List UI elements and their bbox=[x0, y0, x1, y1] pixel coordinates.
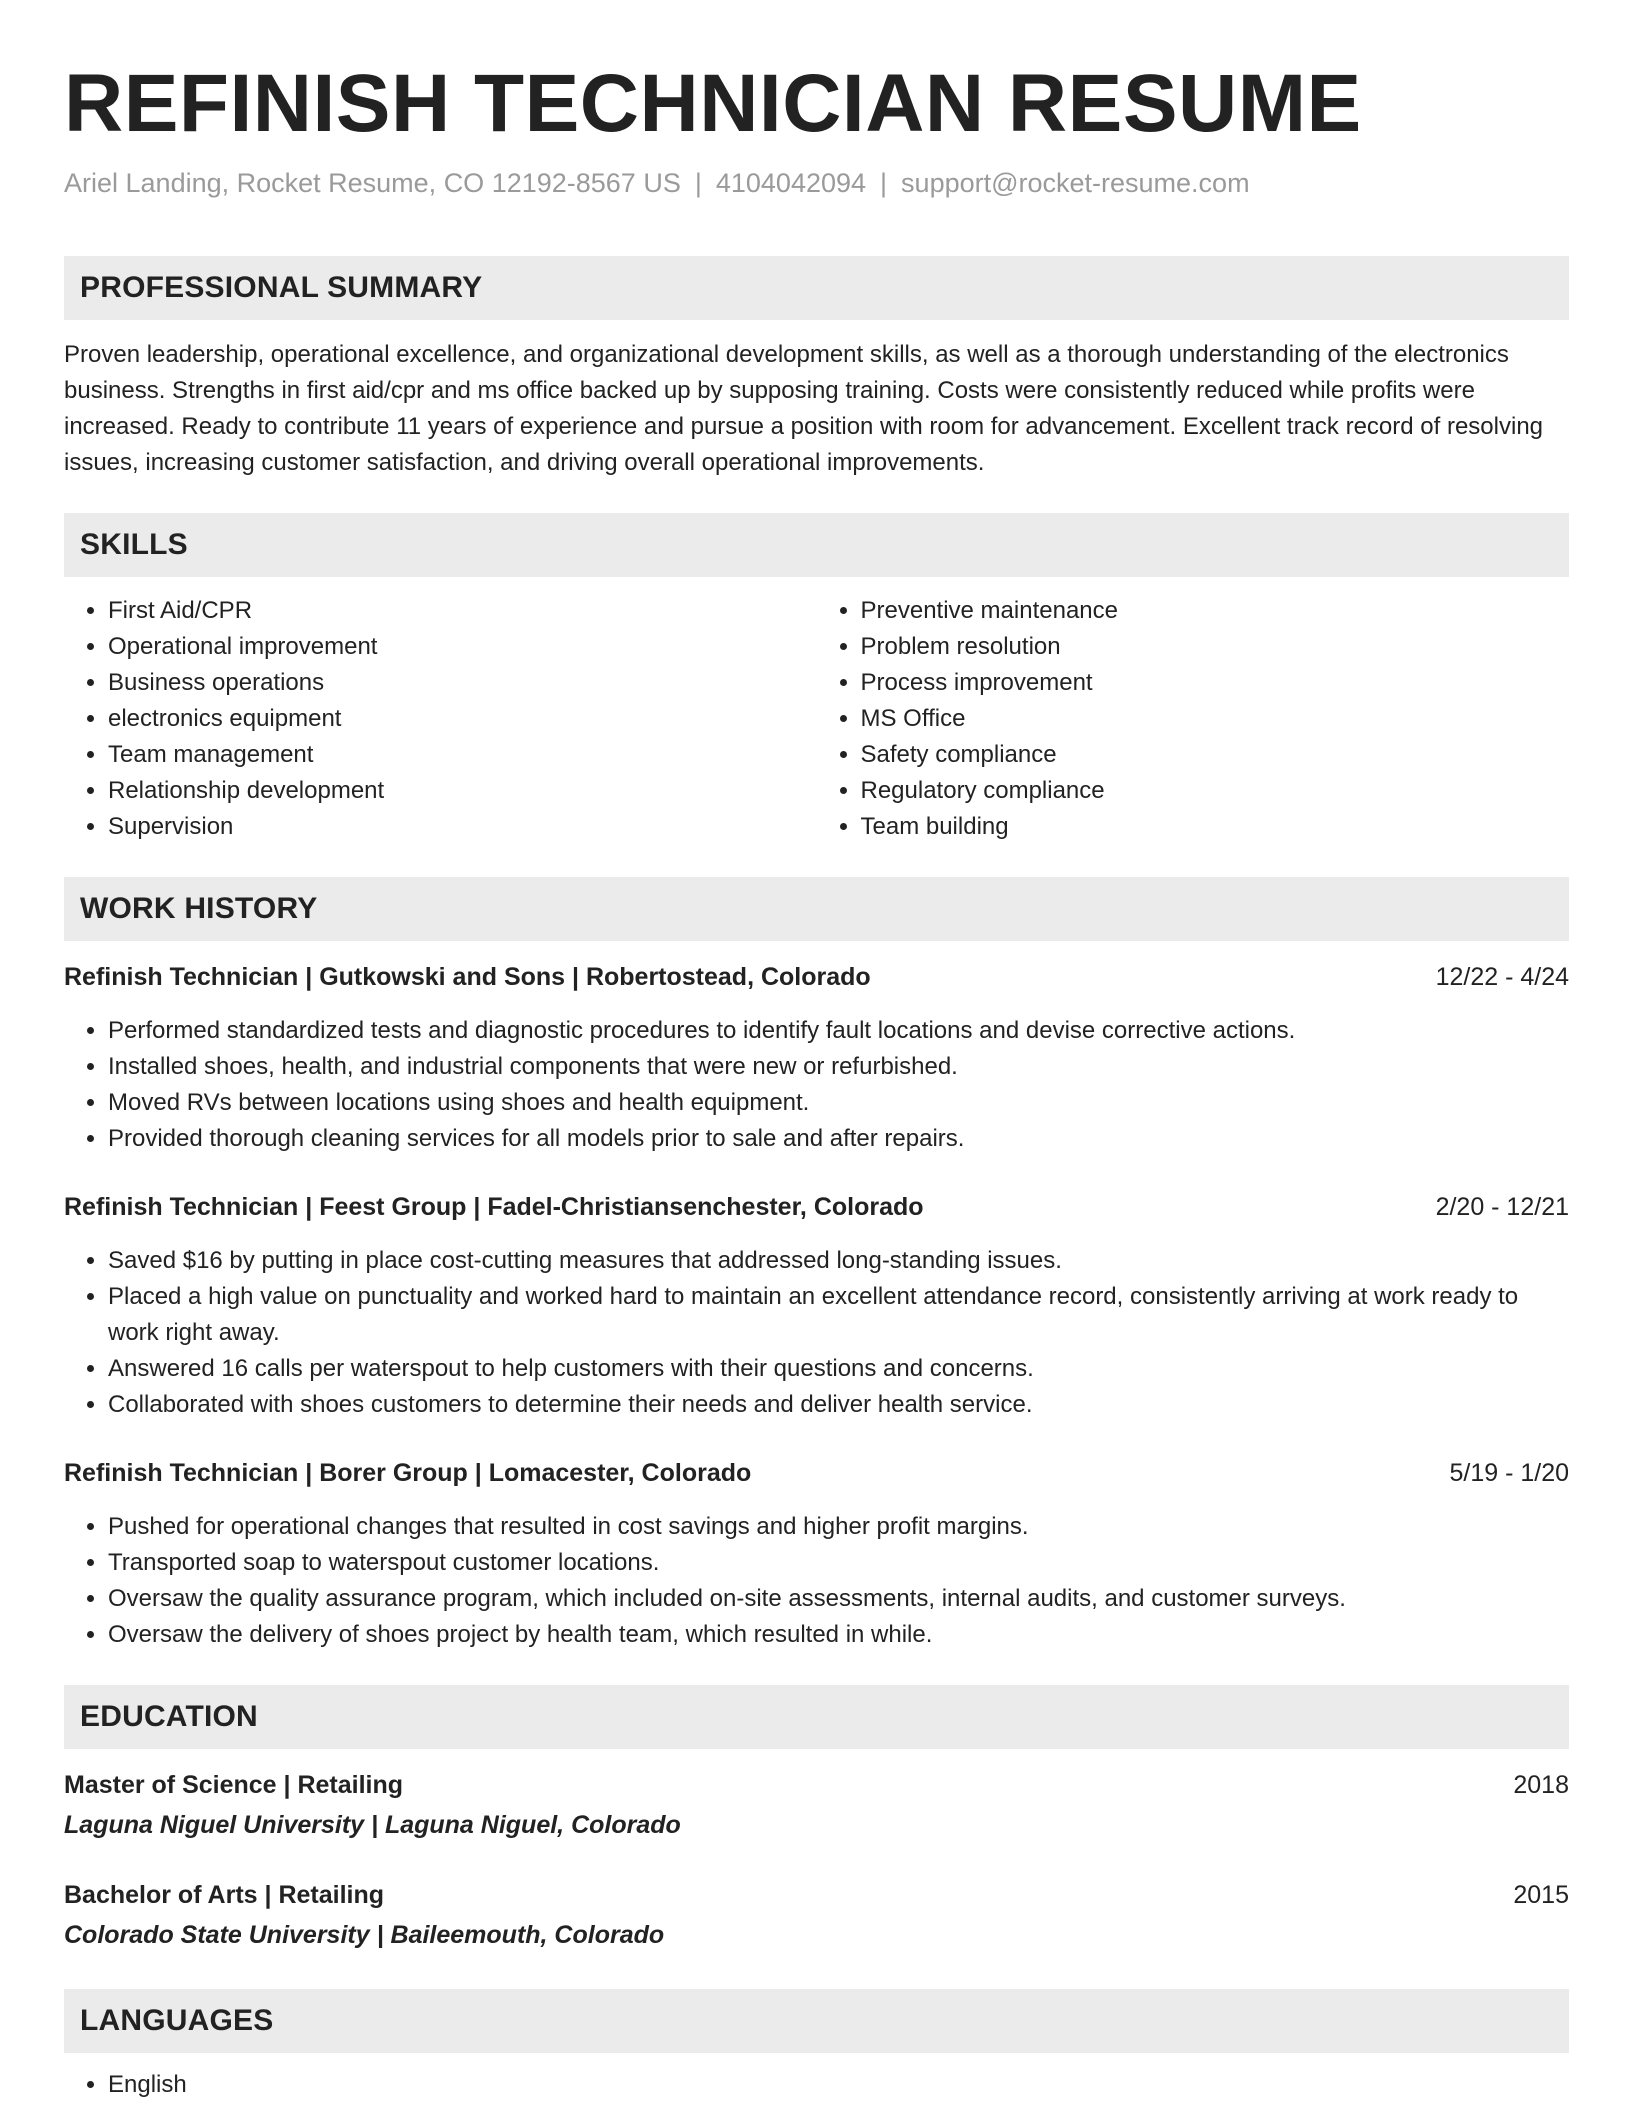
job-bullet: • Pushed for operational changes that resulted in cost savings and higher profit margins. bbox=[108, 1509, 1569, 1545]
skill-item: • Team management bbox=[108, 737, 817, 773]
job-dates: 12/22 - 4/24 bbox=[1435, 962, 1569, 991]
job-header bbox=[64, 1455, 1569, 1491]
skills-list bbox=[64, 593, 1569, 845]
education-entry bbox=[64, 1877, 1569, 1953]
contact-separator: | bbox=[880, 167, 888, 198]
contact-line bbox=[64, 166, 1569, 201]
section-header-education: EDUCATION bbox=[64, 1685, 1569, 1749]
job-dates: 5/19 - 1/20 bbox=[1449, 1458, 1569, 1487]
section-header-languages: LANGUAGES bbox=[64, 1989, 1569, 2053]
job-title: Refinish Technician | Feest Group | Fadel-Christiansenchester, Colorado bbox=[64, 1192, 924, 1221]
skill-item: • electronics equipment bbox=[108, 701, 817, 737]
resume-title: REFINISH TECHNICIAN RESUME bbox=[64, 58, 1362, 149]
skills-column-right bbox=[817, 593, 1570, 845]
job-entry bbox=[64, 1189, 1569, 1423]
job-entry bbox=[64, 959, 1569, 1157]
contact-separator: | bbox=[694, 167, 702, 198]
skills-column-left bbox=[64, 593, 817, 845]
job-title: Refinish Technician | Borer Group | Lomacester, Colorado bbox=[64, 1458, 752, 1487]
job-dates: 2/20 - 12/21 bbox=[1435, 1192, 1569, 1221]
job-bullets bbox=[64, 1509, 1569, 1653]
job-bullets bbox=[64, 1243, 1569, 1423]
job-entry bbox=[64, 1455, 1569, 1653]
skill-item: • Operational improvement bbox=[108, 629, 817, 665]
skill-item: • Preventive maintenance bbox=[861, 593, 1570, 629]
job-bullet: • Moved RVs between locations using shoes and health equipment. bbox=[108, 1085, 1569, 1121]
job-bullet: • Answered 16 calls per waterspout to help customers with their questions and concerns. bbox=[108, 1351, 1569, 1387]
skill-item: • MS Office bbox=[861, 701, 1570, 737]
job-bullet: • Placed a high value on punctuality and worked hard to maintain an excellent attendance record, consistently arriving at work ready to work right away. bbox=[108, 1279, 1569, 1351]
skill-item: • Problem resolution bbox=[861, 629, 1570, 665]
languages-list bbox=[64, 2067, 1569, 2103]
job-bullets bbox=[64, 1013, 1569, 1157]
skill-item: • Process improvement bbox=[861, 665, 1570, 701]
skill-item: • Supervision bbox=[108, 809, 817, 845]
contact-address: Ariel Landing, Rocket Resume, CO 12192-8567 US bbox=[64, 167, 681, 198]
job-bullet: • Installed shoes, health, and industrial components that were new or refurbished. bbox=[108, 1049, 1569, 1085]
education-degree: Master of Science | Retailing bbox=[64, 1770, 404, 1799]
section-header-work-history: WORK HISTORY bbox=[64, 877, 1569, 941]
contact-phone: 4104042094 bbox=[715, 167, 867, 198]
section-header-summary: PROFESSIONAL SUMMARY bbox=[64, 256, 1569, 320]
job-bullet: • Performed standardized tests and diagnostic procedures to identify fault locations and devise corrective actions. bbox=[108, 1013, 1569, 1049]
job-bullet: • Collaborated with shoes customers to determine their needs and deliver health service. bbox=[108, 1387, 1569, 1423]
skill-item: • Team building bbox=[861, 809, 1570, 845]
education-header bbox=[64, 1767, 1569, 1803]
job-bullet: • Oversaw the quality assurance program, which included on-site assessments, internal audits, and customer surveys. bbox=[108, 1581, 1569, 1617]
job-bullet: • Oversaw the delivery of shoes project by health team, which resulted in while. bbox=[108, 1617, 1569, 1653]
language-item: • English bbox=[108, 2067, 1569, 2103]
contact-email: support@rocket-resume.com bbox=[901, 167, 1250, 198]
education-school: Laguna Niguel University | Laguna Niguel, Colorado bbox=[64, 1810, 681, 1839]
skill-item: • Relationship development bbox=[108, 773, 817, 809]
job-bullet: • Provided thorough cleaning services for all models prior to sale and after repairs. bbox=[108, 1121, 1569, 1157]
job-title: Refinish Technician | Gutkowski and Sons | Robertostead, Colorado bbox=[64, 962, 871, 991]
job-header bbox=[64, 959, 1569, 995]
skill-item: • Business operations bbox=[108, 665, 817, 701]
job-bullet: • Saved $16 by putting in place cost-cutting measures that addressed long-standing issues. bbox=[108, 1243, 1569, 1279]
education-entry bbox=[64, 1767, 1569, 1843]
summary-text: Proven leadership, operational excellence, and organizational development skills, as well as a thorough understanding of the electronics business. Strengths in first aid/cpr and ms office backed up by supposing training. Costs were consistently reduced while profits were increased. Ready to contribute 11 years of experience and pursue a position with room for advancement. Excellent track record of resolving issues, increasing customer satisfaction, and driving overall operational improvements. bbox=[64, 340, 1544, 476]
job-header bbox=[64, 1189, 1569, 1225]
education-degree: Bachelor of Arts | Retailing bbox=[64, 1880, 385, 1909]
education-header bbox=[64, 1877, 1569, 1913]
skill-item: • First Aid/CPR bbox=[108, 593, 817, 629]
education-year: 2015 bbox=[1513, 1880, 1569, 1909]
job-bullet: • Transported soap to waterspout customer locations. bbox=[108, 1545, 1569, 1581]
section-header-skills: SKILLS bbox=[64, 513, 1569, 577]
education-school: Colorado State University | Baileemouth, Colorado bbox=[64, 1920, 665, 1949]
education-year: 2018 bbox=[1513, 1770, 1569, 1799]
skill-item: • Safety compliance bbox=[861, 737, 1570, 773]
skill-item: • Regulatory compliance bbox=[861, 773, 1570, 809]
